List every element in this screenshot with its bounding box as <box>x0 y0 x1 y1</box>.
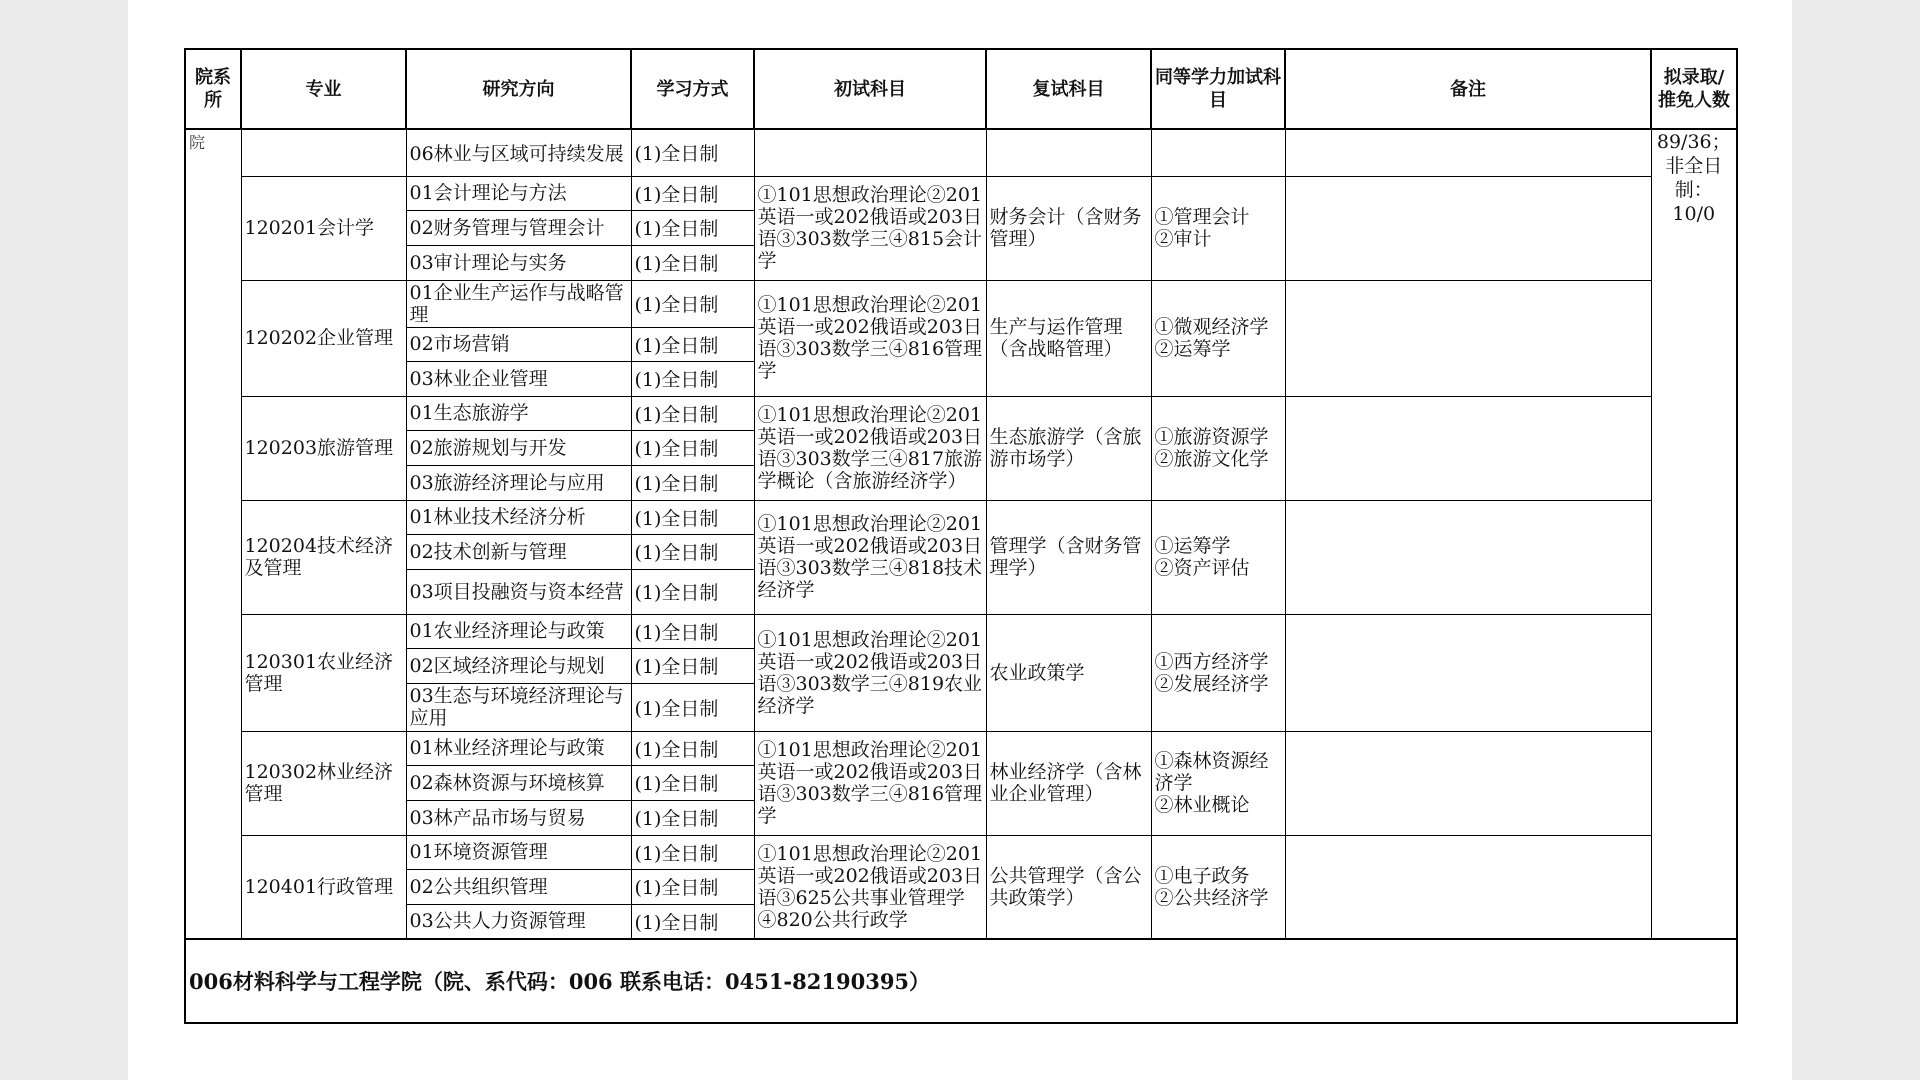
direction-cell: 03项目投融资与资本经营 <box>406 569 631 614</box>
extra-cell: ①管理会计 ②审计 <box>1151 176 1285 280</box>
header-mode: 学习方式 <box>631 49 754 129</box>
direction-cell: 03林产品市场与贸易 <box>406 800 631 835</box>
extra-cell: ①微观经济学 ②运筹学 <box>1151 280 1285 396</box>
direction-cell: 01企业生产运作与战略管理 <box>406 280 631 327</box>
mode-cell: (1)全日制 <box>631 176 754 210</box>
dept-cell: 院 <box>185 129 241 939</box>
retest-cell: 生产与运作管理（含战略管理） <box>986 280 1151 396</box>
direction-cell: 03公共人力资源管理 <box>406 904 631 939</box>
mode-cell: (1)全日制 <box>631 280 754 327</box>
direction-cell: 03审计理论与实务 <box>406 245 631 280</box>
mode-cell: (1)全日制 <box>631 731 754 765</box>
retest-cell-empty <box>986 129 1151 176</box>
mode-cell: (1)全日制 <box>631 869 754 904</box>
remark-cell-empty <box>1285 129 1651 176</box>
table-row <box>185 280 1737 327</box>
admission-table <box>184 48 1738 1024</box>
header-quota: 拟录取/推免人数 <box>1651 49 1737 129</box>
remark-cell <box>1285 614 1651 731</box>
direction-cell: 01林业技术经济分析 <box>406 500 631 534</box>
extra-cell: ①森林资源经济学 ②林业概论 <box>1151 731 1285 835</box>
table-row <box>185 396 1737 430</box>
initial-cell: ①101思想政治理论②201英语一或202俄语或203日语③303数学三④817旅游学概论（含旅游经济学） <box>754 396 986 500</box>
retest-cell: 管理学（含财务管理学） <box>986 500 1151 614</box>
extra-cell: ①西方经济学 ②发展经济学 <box>1151 614 1285 731</box>
header-dept: 院系所 <box>185 49 241 129</box>
mode-cell: (1)全日制 <box>631 361 754 396</box>
retest-cell: 公共管理学（含公共政策学） <box>986 835 1151 939</box>
document-page <box>128 0 1792 1080</box>
direction-cell: 03生态与环境经济理论与应用 <box>406 683 631 731</box>
direction-cell: 01生态旅游学 <box>406 396 631 430</box>
mode-cell: (1)全日制 <box>631 327 754 361</box>
major-cell: 120301农业经济管理 <box>241 614 406 731</box>
major-cell: 120401行政管理 <box>241 835 406 939</box>
extra-cell: ①旅游资源学 ②旅游文化学 <box>1151 396 1285 500</box>
extra-cell-empty <box>1151 129 1285 176</box>
major-cell: 120201会计学 <box>241 176 406 280</box>
initial-cell: ①101思想政治理论②201英语一或202俄语或203日语③625公共事业管理学④820公共行政学 <box>754 835 986 939</box>
mode-cell: (1)全日制 <box>631 800 754 835</box>
mode-cell: (1)全日制 <box>631 245 754 280</box>
direction-cell: 02森林资源与环境核算 <box>406 765 631 800</box>
mode-cell: (1)全日制 <box>631 500 754 534</box>
direction-cell: 02技术创新与管理 <box>406 534 631 569</box>
mode-cell: (1)全日制 <box>631 904 754 939</box>
direction-cell: 02公共组织管理 <box>406 869 631 904</box>
table-row <box>185 176 1737 210</box>
major-cell: 120204技术经济及管理 <box>241 500 406 614</box>
major-cell-empty <box>241 129 406 176</box>
major-cell: 120302林业经济管理 <box>241 731 406 835</box>
initial-cell: ①101思想政治理论②201英语一或202俄语或203日语③303数学三④818技术经济学 <box>754 500 986 614</box>
direction-cell: 01会计理论与方法 <box>406 176 631 210</box>
table-row <box>185 731 1737 765</box>
initial-cell: ①101思想政治理论②201英语一或202俄语或203日语③303数学三④816管理学 <box>754 280 986 396</box>
direction-cell: 03旅游经济理论与应用 <box>406 465 631 500</box>
direction-cell: 02财务管理与管理会计 <box>406 210 631 245</box>
remark-cell <box>1285 731 1651 835</box>
remark-cell <box>1285 835 1651 939</box>
mode-cell: (1)全日制 <box>631 569 754 614</box>
initial-cell: ①101思想政治理论②201英语一或202俄语或203日语③303数学三④816管理学 <box>754 731 986 835</box>
direction-cell: 03林业企业管理 <box>406 361 631 396</box>
retest-cell: 生态旅游学（含旅游市场学） <box>986 396 1151 500</box>
mode-cell: (1)全日制 <box>631 465 754 500</box>
direction-cell: 02市场营销 <box>406 327 631 361</box>
table-body <box>185 129 1737 939</box>
initial-cell: ①101思想政治理论②201英语一或202俄语或203日语③303数学三④815会计学 <box>754 176 986 280</box>
mode-cell: (1)全日制 <box>631 835 754 869</box>
major-cell: 120202企业管理 <box>241 280 406 396</box>
mode-cell: (1)全日制 <box>631 396 754 430</box>
direction-cell: 02旅游规划与开发 <box>406 430 631 465</box>
mode-cell: (1)全日制 <box>631 683 754 731</box>
table-row <box>185 614 1737 648</box>
extra-cell: ①电子政务 ②公共经济学 <box>1151 835 1285 939</box>
remark-cell <box>1285 280 1651 396</box>
direction-cell: 01环境资源管理 <box>406 835 631 869</box>
initial-cell-empty <box>754 129 986 176</box>
retest-cell: 农业政策学 <box>986 614 1151 731</box>
retest-cell: 林业经济学（含林业企业管理） <box>986 731 1151 835</box>
mode-cell: (1)全日制 <box>631 430 754 465</box>
header-initial: 初试科目 <box>754 49 986 129</box>
direction-cell: 01林业经济理论与政策 <box>406 731 631 765</box>
table-row <box>185 835 1737 869</box>
quota-cell: 89/36；非全日制：10/0 <box>1651 129 1737 939</box>
footer-row <box>185 939 1737 1023</box>
header-extra: 同等学力加试科目 <box>1151 49 1285 129</box>
mode-cell: (1)全日制 <box>631 614 754 648</box>
major-cell: 120203旅游管理 <box>241 396 406 500</box>
direction-cell: 01农业经济理论与政策 <box>406 614 631 648</box>
next-college-title: 006材料科学与工程学院（院、系代码：006 联系电话：0451-82190395） <box>185 939 1737 1023</box>
direction-cell: 02区域经济理论与规划 <box>406 648 631 683</box>
header-remark: 备注 <box>1285 49 1651 129</box>
table-row <box>185 500 1737 534</box>
extra-cell: ①运筹学 ②资产评估 <box>1151 500 1285 614</box>
remark-cell <box>1285 396 1651 500</box>
mode-cell: (1)全日制 <box>631 765 754 800</box>
table-header-row <box>185 49 1737 129</box>
mode-cell: (1)全日制 <box>631 129 754 176</box>
mode-cell: (1)全日制 <box>631 210 754 245</box>
header-major: 专业 <box>241 49 406 129</box>
direction-cell: 06林业与区域可持续发展 <box>406 129 631 176</box>
mode-cell: (1)全日制 <box>631 648 754 683</box>
remark-cell <box>1285 500 1651 614</box>
header-retest: 复试科目 <box>986 49 1151 129</box>
retest-cell: 财务会计（含财务管理） <box>986 176 1151 280</box>
initial-cell: ①101思想政治理论②201英语一或202俄语或203日语③303数学三④819农业经济学 <box>754 614 986 731</box>
table-row <box>185 129 1737 176</box>
admission-table-container <box>184 48 1736 1024</box>
header-direction: 研究方向 <box>406 49 631 129</box>
mode-cell: (1)全日制 <box>631 534 754 569</box>
remark-cell <box>1285 176 1651 280</box>
